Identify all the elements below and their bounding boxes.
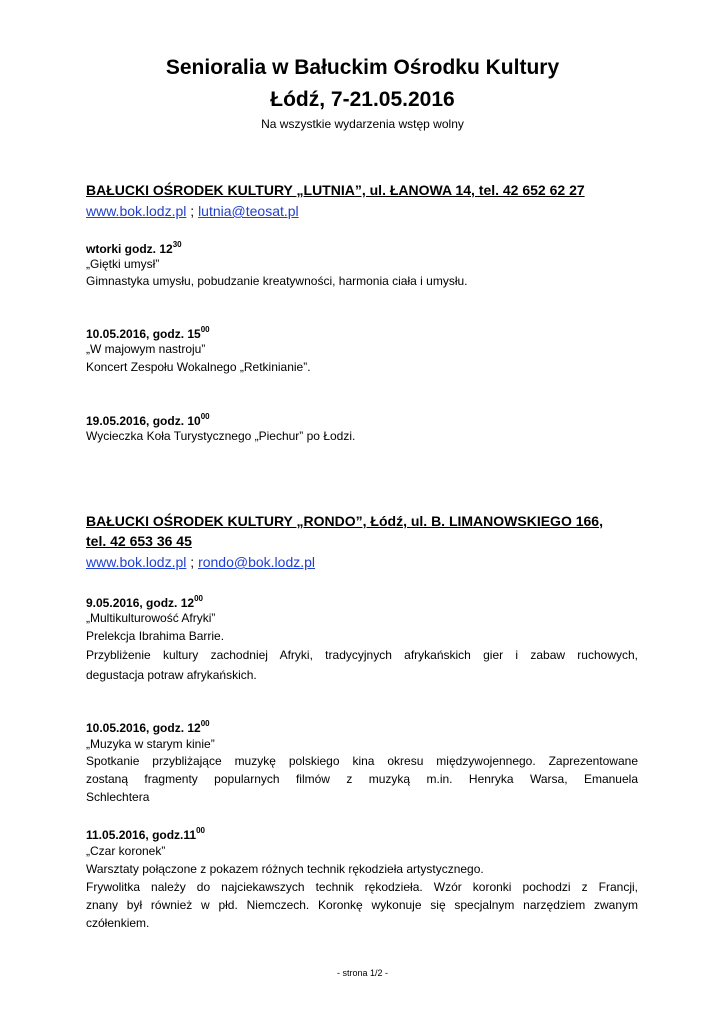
event-date: 11.05.2016, $godz.11^{00}$ bbox=[86, 826, 205, 842]
event-title: „W majowym nastroju” bbox=[86, 342, 206, 356]
event-title: „Giętki umysł” bbox=[86, 257, 160, 271]
event-date: 9.05.2016, godz. $12^{00}$ bbox=[86, 594, 203, 610]
website-link[interactable]: www.bok.lodz.pl bbox=[86, 203, 187, 219]
section-heading-rondo: BAŁUCKI OŚRODEK KULTURY „RONDO”, Łódź, ul. B. LIMANOWSKIEGO 166, bbox=[86, 513, 603, 529]
page-subtitle: Na wszystkie wydarzenia wstęp wolny bbox=[261, 117, 464, 131]
event-date: 19.05.2016, godz. $10^{00}$ bbox=[86, 412, 210, 428]
page-title-dates: Łódź, 7-21.05.2016 bbox=[270, 88, 455, 111]
contact-links-lutnia bbox=[86, 202, 299, 220]
event-description: Schlechtera bbox=[86, 790, 150, 804]
link-separator: ; bbox=[186, 203, 199, 219]
event-description: Przybliżenie kultury zachodniej Afryki, tradycyjnych afrykańskich gier i zabaw ruchowych, bbox=[86, 648, 638, 662]
event-description: Gimnastyka umysłu, pobudzanie kreatywności, harmonia ciała i umysłu. bbox=[86, 274, 468, 288]
event-date: wtorki godz. $12^{30}$ bbox=[86, 240, 182, 256]
website-link[interactable]: www.bok.lodz.pl bbox=[86, 554, 187, 570]
page-number: - strona 1/2 - bbox=[336, 968, 389, 978]
event-description: Frywolitka należy do najciekawszych technik rękodzieła. Wzór koronki pochodzi z Francji, bbox=[86, 880, 638, 894]
event-description: Spotkanie przybliżające muzykę polskiego kina okresu międzywojennego. Zaprezentowane bbox=[86, 754, 638, 768]
section-heading-rondo-phone: tel. 42 653 36 45 bbox=[86, 533, 192, 549]
event-title: „Muzyka w starym kinie” bbox=[86, 737, 215, 751]
page-title: Senioralia w Bałuckim Ośrodku Kultury bbox=[165, 56, 560, 79]
event-title: „Multikulturowość Afryki” bbox=[86, 611, 216, 625]
section-heading-lutnia: BAŁUCKI OŚRODEK KULTURY „LUTNIA”, ul. ŁANOWA 14, tel. 42 652 62 27 bbox=[86, 182, 585, 198]
event-description: Prelekcja Ibrahima Barrie. bbox=[86, 629, 225, 643]
event-description: Koncert Zespołu Wokalnego „Retkinianie”. bbox=[86, 360, 311, 374]
event-date: 10.05.2016, godz. $12^{00}$ bbox=[86, 719, 210, 735]
event-title: „Czar koronek” bbox=[86, 844, 166, 858]
event-description: zostaną fragmenty popularnych filmów z muzyką m.in. Henryka Warsa, Emanuela bbox=[86, 772, 638, 786]
event-description: Wycieczka Koła Turystycznego „Piechur” po Łodzi. bbox=[86, 429, 356, 443]
event-description: znany był również w płd. Niemczech. Koronkę wykonuje się specjalnym narzędziem zwanym bbox=[86, 898, 638, 912]
email-link[interactable]: lutnia@teosat.pl bbox=[198, 203, 299, 219]
event-description: czółenkiem. bbox=[86, 916, 150, 930]
email-link[interactable]: rondo@bok.lodz.pl bbox=[198, 554, 316, 570]
event-description: degustacja potraw afrykańskich. bbox=[86, 668, 257, 682]
event-date: 10.05.2016, godz. $15^{00}$ bbox=[86, 325, 210, 341]
event-description: Warsztaty połączone z pokazem różnych technik rękodzieła artystycznego. bbox=[86, 862, 484, 876]
link-separator: ; bbox=[186, 554, 199, 570]
contact-links-rondo bbox=[86, 553, 315, 571]
